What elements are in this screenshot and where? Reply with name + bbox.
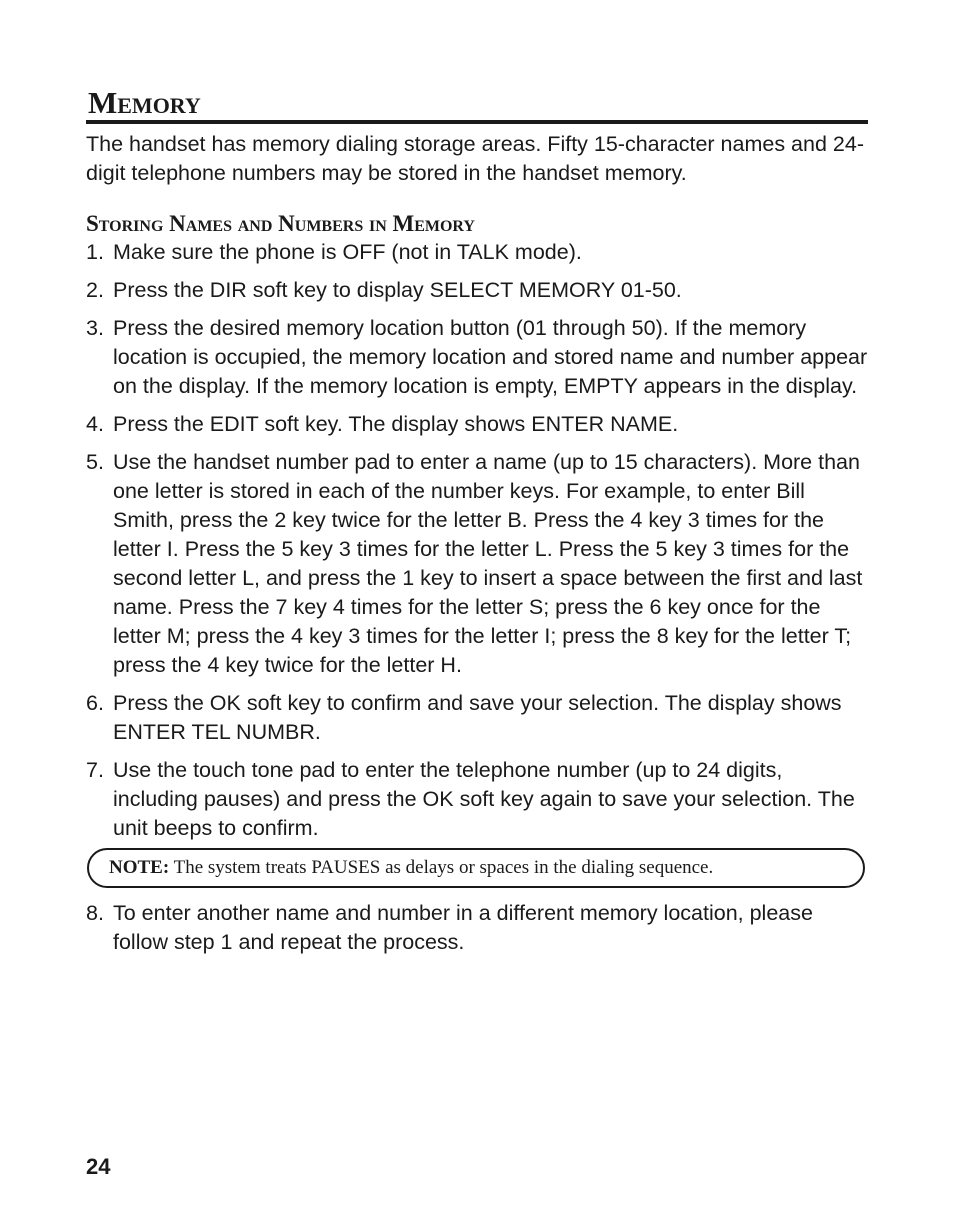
step-item [86, 276, 868, 305]
step-text: Use the touch tone pad to enter the telephone number (up to 24 digits, including pauses) and press the OK soft key again to save your selection. The unit beeps to confirm. [113, 758, 855, 840]
step-number: 3. [86, 316, 104, 340]
steps-list-continued [86, 899, 868, 957]
step-item [86, 899, 868, 957]
step-item [86, 238, 868, 267]
step-number: 4. [86, 412, 104, 436]
step-item [86, 314, 868, 401]
step-text: Press the OK soft key to confirm and save your selection. The display shows ENTER TEL NUMBR. [113, 691, 842, 744]
intro-paragraph: The handset has memory dialing storage areas. Fifty 15-character names and 24-digit telephone numbers may be stored in the handset memory. [86, 132, 864, 185]
step-item [86, 448, 868, 680]
note-label: NOTE: [109, 857, 170, 878]
step-text: To enter another name and number in a different memory location, please follow step 1 and repeat the process. [113, 901, 813, 954]
step-text: Press the DIR soft key to display SELECT MEMORY 01-50. [113, 278, 682, 302]
page-number: 24 [86, 1154, 111, 1179]
step-text: Make sure the phone is OFF (not in TALK mode). [113, 240, 582, 264]
step-number: 1. [86, 240, 104, 264]
step-text: Press the desired memory location button (01 through 50). If the memory location is occupied, the memory location and stored name and number appear on the display. If the memory location is empty, EMPTY appears in the display. [113, 316, 868, 398]
step-text: Press the EDIT soft key. The display shows ENTER NAME. [113, 412, 679, 436]
step-number: 6. [86, 691, 104, 715]
note-text: The system treats PAUSES as delays or spaces in the dialing sequence. [173, 857, 714, 878]
step-number: 2. [86, 278, 104, 302]
title-rule [86, 120, 868, 124]
subsection-title: Storing Names and Numbers in Memory [86, 211, 475, 236]
manual-page [86, 86, 868, 957]
step-text: Use the handset number pad to enter a name (up to 15 characters). More than one letter is stored in each of the number keys. For example, to enter Bill Smith, press the 2 key twice for the letter B. Press the 4 key 3 times for the letter I. Press the 5 key 3 times for the letter L. Press the 5 key 3 times for the second letter L, and press the 1 key to insert a space between the first and last name. Press the 7 key 4 times for the letter S; press the 6 key once for the letter M; press the 4 key 3 times for the letter I; press the 8 key for the letter T; press the 4 key twice for the letter H. [113, 450, 863, 677]
step-number: 7. [86, 758, 104, 782]
step-number: 8. [86, 901, 104, 925]
steps-list [86, 238, 868, 843]
note-box [87, 848, 865, 888]
step-item [86, 689, 868, 747]
step-item [86, 756, 868, 843]
step-item [86, 410, 868, 439]
section-title: Memory [88, 85, 201, 120]
step-number: 5. [86, 450, 104, 474]
